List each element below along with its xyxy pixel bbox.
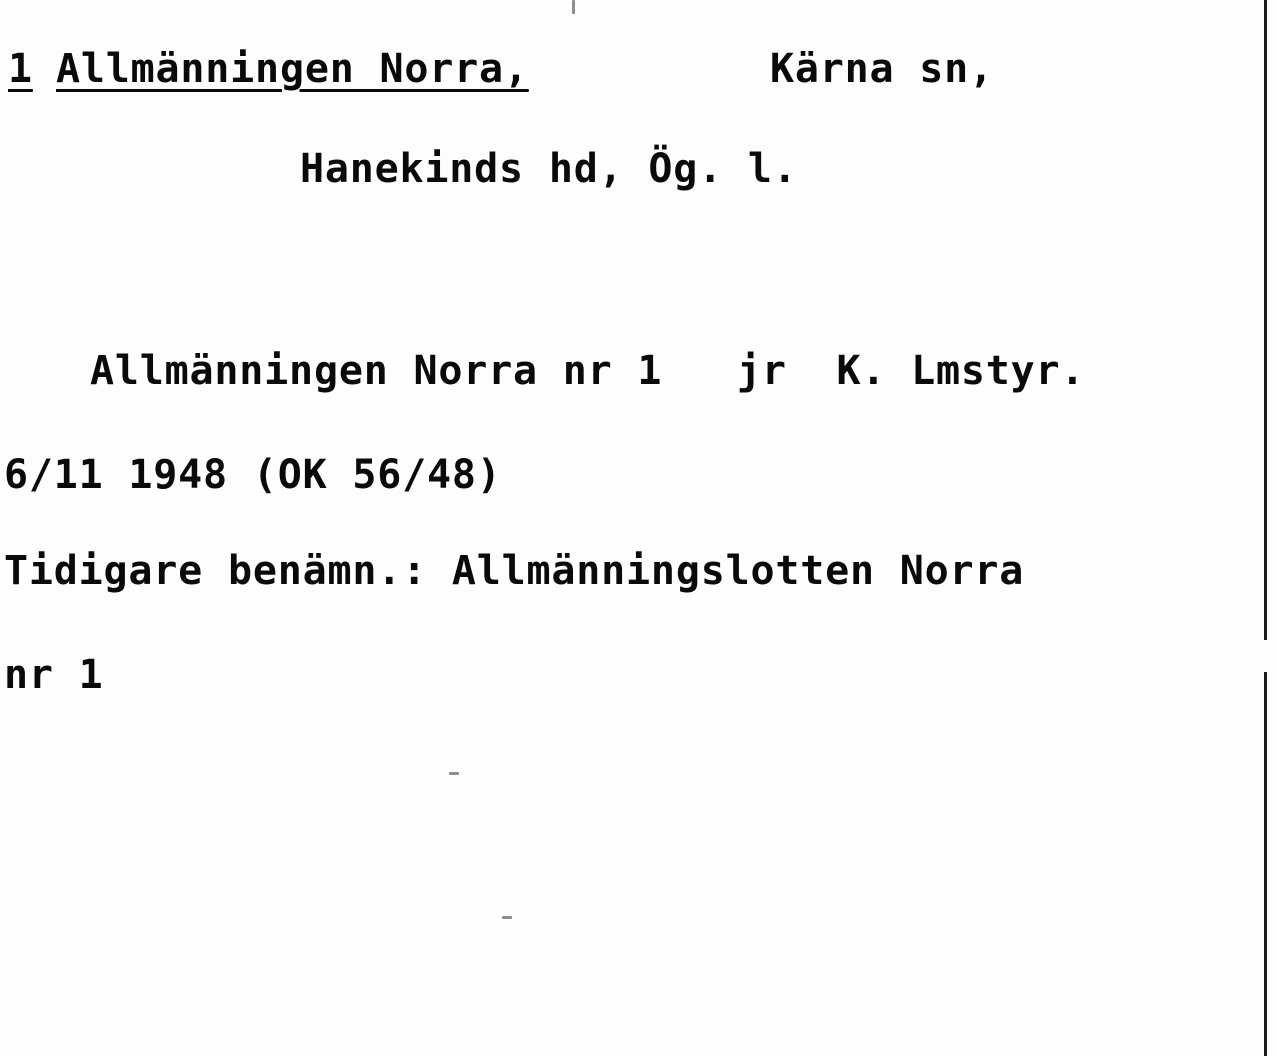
entry-line-4: nr 1 [4,652,104,698]
parish-label: Kärna sn, [770,46,994,92]
card-number: 1 [8,46,33,92]
scan-speck [449,772,459,775]
scan-speck [572,0,575,14]
scan-edge-line-bottom [1264,672,1267,1056]
scan-speck [502,916,512,919]
entry-line-1: Allmänningen Norra nr 1 jr K. Lmstyr. [90,348,1086,394]
place-name-title: Allmänningen Norra, [56,46,529,92]
entry-line-3: Tidigare benämn.: Allmänningslotten Norra [4,548,1025,594]
entry-line-2: 6/11 1948 (OK 56/48) [4,452,502,498]
scan-edge-line-top [1264,0,1267,640]
district-label: Hanekinds hd, Ög. l. [300,146,798,192]
